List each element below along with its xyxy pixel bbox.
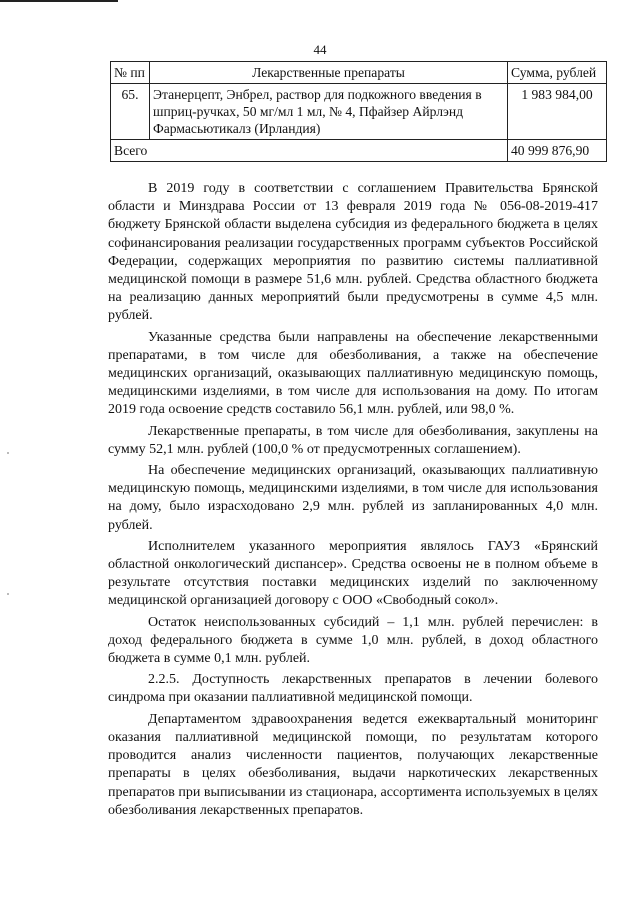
paragraph-remainder: Остаток неиспользованных субсидий – 1,1 млн. рублей перечислен: в доход федерального бюджета в сумме 1,0 млн. рублей, в доход областного бюджета в сумме 0,1 млн. рублей. [108, 614, 598, 667]
paragraph-monitoring: Департаментом здравоохранения ведется ежеквартальный мониторинг оказания паллиативной медицинской помощи, по результатам которого проводится анализ численности пациентов, получающих лекарственные препараты в целях обезболивания, выдачи наркотических лекарственных препаратов при выписывании из стационара, ассортимента используемых в целях обезболивания лекарственных препаратов. [108, 711, 598, 818]
table-row [111, 84, 607, 140]
top-rule [0, 0, 118, 2]
row-sum: 1 983 984,00 [508, 84, 607, 140]
paragraph-subsidy: В 2019 году в соответствии с соглашением Правительства Брянской области и Минздрава России от 13 февраля 2019 года № 056-08-2019-417 бюджету Брянской области выделена субсидия из федерального бюджета в целях софинансирования реализации государственных программ субъектов Российской Федерации, содержащих мероприятия по развитию системы паллиативной медицинской помощи в размере 51,6 млн. рублей. Средства областного бюджета на реализацию данных мероприятий были предусмотрены в сумме 4,5 млн. рублей. [108, 181, 598, 324]
header-num: № пп [111, 62, 150, 84]
paragraph-funds-usage: Указанные средства были направлены на обеспечение лекарственными препаратами, в том числе для обезболивания, а также на обеспечение медицинских организаций, оказывающих паллиативную медицинскую помощь, медицинскими изделиями, в том числе для использования на дому. По итогам 2019 года освоение средств составило 56,1 млн. рублей, или 98,0 %. [108, 329, 598, 418]
table-header-row [111, 62, 607, 84]
page-number: 44 [313, 42, 327, 57]
paragraph-executor: Исполнителем указанного мероприятия являлось ГАУЗ «Брянский областной онкологический диспансер». Средства освоены не в полном объеме в результате отсутствия поставки медицинских изделий по заключенному медицинской организацией договору с ООО «Свободный сокол». [108, 538, 598, 609]
header-name: Лекарственные препараты [150, 62, 508, 84]
row-name: Этанерцепт, Энбрел, раствор для подкожного введения в шприц-ручках, 50 мг/мл 1 мл, № 4, Пфайзер Айрлэнд Фармасьютикалз (Ирландия) [150, 84, 508, 140]
table-total-row [111, 140, 607, 162]
paragraph-section-heading: 2.2.5. Доступность лекарственных препаратов в лечении болевого синдрома при оказании паллиативной медицинской помощи. [108, 672, 598, 706]
total-label: Всего [111, 140, 508, 162]
paragraph-drugs-purchase: Лекарственные препараты, в том числе для обезболивания, закуплены на сумму 52,1 млн. рублей (100,0 % от предусмотренных соглашением). [108, 423, 598, 457]
medications-table [110, 61, 607, 162]
total-sum: 40 999 876,90 [508, 140, 607, 162]
scan-speck [7, 593, 9, 595]
paragraph-medical-devices: На обеспечение медицинских организаций, оказывающих паллиативную медицинскую помощь, медицинскими изделиями, в том числе для использования на дому, было израсходовано 2,9 млн. рублей из запланированных 4,0 млн. рублей. [108, 463, 598, 533]
row-num: 65. [111, 84, 150, 140]
header-sum: Сумма, рублей [508, 62, 607, 84]
body-text [108, 180, 598, 823]
scan-speck [7, 452, 9, 454]
